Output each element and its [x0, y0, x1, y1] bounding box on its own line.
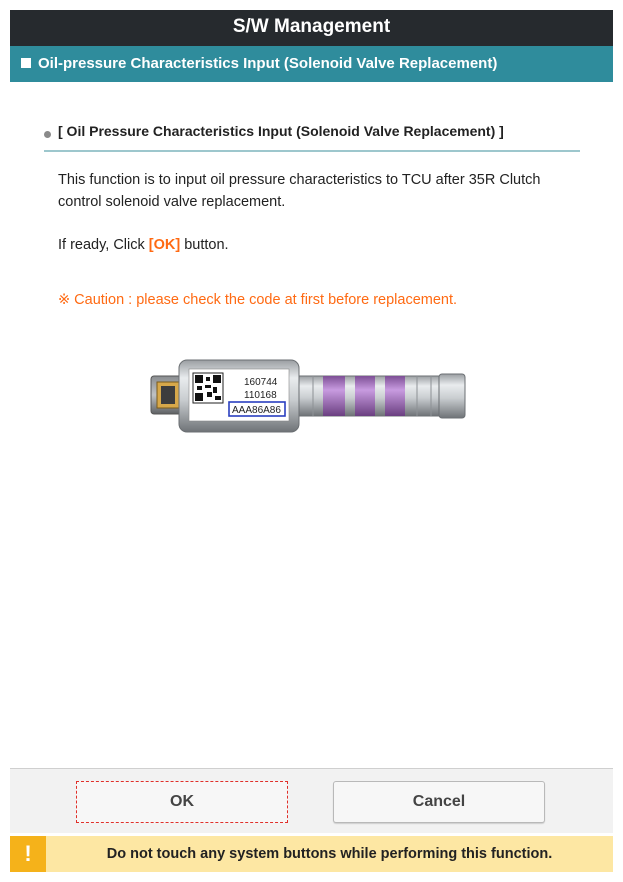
description-line-2: control solenoid valve replacement.: [58, 194, 286, 210]
valve-code: AAA86A86: [232, 405, 281, 416]
dialog: [10, 10, 613, 872]
valve-label-line-1: 160744: [244, 377, 278, 388]
solenoid-valve-image: [143, 350, 467, 440]
caution-text: ※ Caution : please check the code at first before replacement.: [58, 292, 458, 308]
section-title: [ Oil Pressure Characteristics Input (Solenoid Valve Replacement) ]: [58, 123, 504, 139]
button-bar: [10, 769, 613, 833]
square-bullet-icon: [21, 58, 31, 68]
bullet-icon: [44, 131, 51, 138]
window-title: S/W Management: [10, 10, 613, 46]
valve-label-line-2: 110168: [244, 390, 277, 401]
warning-icon: !: [10, 836, 46, 872]
function-header: [10, 46, 613, 82]
function-title: Oil-pressure Characteristics Input (Solenoid Valve Replacement): [38, 55, 498, 72]
ok-button[interactable]: OK: [76, 781, 288, 823]
ready-instruction: [58, 233, 229, 257]
section-header: [44, 122, 580, 152]
warning-bar: [10, 836, 613, 872]
ready-prefix: If ready, Click: [58, 237, 149, 253]
ready-suffix: button.: [180, 237, 229, 253]
warning-text: Do not touch any system buttons while performing this function.: [106, 846, 553, 862]
description-line-1: This function is to input oil pressure characteristics to TCU after 35R Clutch: [58, 172, 541, 188]
ready-ok-highlight: [OK]: [148, 237, 181, 253]
cancel-button[interactable]: Cancel: [333, 781, 545, 823]
